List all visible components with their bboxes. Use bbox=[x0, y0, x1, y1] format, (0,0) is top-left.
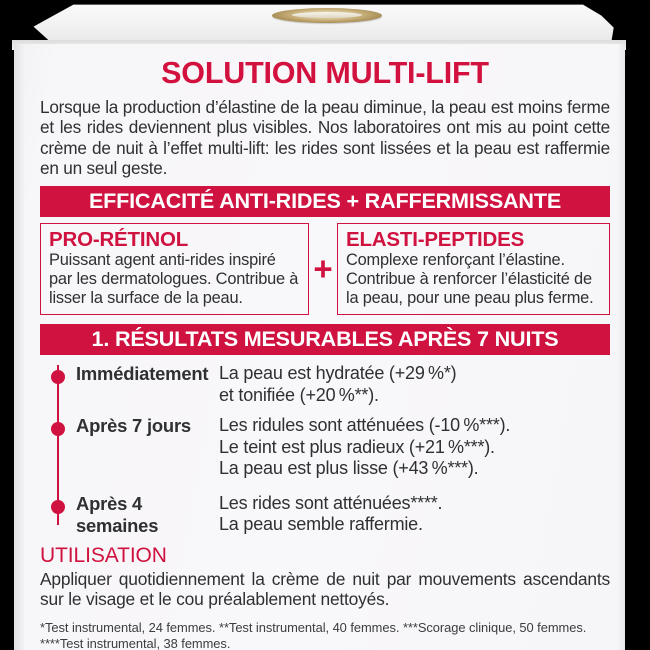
plus-icon: + bbox=[313, 250, 333, 288]
timeline-description bbox=[219, 415, 610, 480]
timeline-item bbox=[40, 363, 610, 406]
panel-content bbox=[40, 44, 610, 650]
ingredient-title-elasti-peptides: ELASTI-PEPTIDES bbox=[346, 227, 525, 251]
ingredients-row bbox=[40, 223, 610, 316]
timeline-dot-icon bbox=[51, 370, 65, 384]
box-front-panel bbox=[14, 44, 625, 650]
intro-paragraph: Lorsque la production d’élastine de la peau diminue, la peau est moins ferme et les rides deviennent plus visibles. Nos laboratoires ont mis au point cette crème de nuit à l’effet multi-lift: les rides sont lissées et la peau est raffermie en un seul geste. bbox=[40, 96, 610, 178]
timeline-dot-icon bbox=[51, 422, 65, 436]
timeline-dot-icon bbox=[51, 500, 65, 514]
banner-resultats: 1. RÉSULTATS MESURABLES APRÈS 7 NUITS bbox=[40, 324, 610, 355]
timeline-description-line: La peau est plus lisse (+43 %***). bbox=[219, 458, 479, 479]
timeline-item bbox=[40, 415, 610, 480]
timeline-label: Immédiatement bbox=[76, 363, 209, 385]
timeline-description-line: La peau semble raffermie. bbox=[219, 514, 423, 535]
timeline-description-line: et tonifiée (+20 %**). bbox=[219, 384, 379, 405]
timeline-label: Après 7 jours bbox=[76, 415, 191, 437]
timeline-description-line: Les rides sont atténuées****. bbox=[219, 492, 443, 513]
page-title: SOLUTION MULTI-LIFT bbox=[161, 56, 489, 90]
timeline-description bbox=[219, 493, 610, 536]
footnotes: *Test instrumental, 24 femmes. **Test instrumental, 40 femmes. ***Scorage clinique, 50 femmes. ****Test instrumental, 38 femmes. bbox=[40, 620, 587, 650]
ingredient-title-pro-retinol: PRO-RÉTINOL bbox=[49, 227, 189, 251]
utilisation-body: Appliquer quotidiennement la crème de nuit par mouvements ascendants sur le visage et le cou préalablement nettoyés. bbox=[40, 568, 610, 610]
panel-left-edge bbox=[14, 44, 24, 650]
ingredient-body-elasti-peptides: Complexe renforçant l’élastine. Contribue à renforcer l’élasticité de la peau, pour une peau plus ferme. bbox=[346, 250, 594, 307]
utilisation-title: UTILISATION bbox=[40, 543, 167, 567]
timeline-description-line: Les ridules sont atténuées (-10 %***). bbox=[219, 415, 511, 436]
timeline-description-line: La peau est hydratée (+29 %*) bbox=[219, 363, 457, 384]
panel-right-edge bbox=[618, 44, 625, 650]
timeline-item bbox=[40, 493, 610, 537]
timeline-description-line: Le teint est plus radieux (+21 %***). bbox=[219, 436, 495, 457]
ingredient-card-pro-retinol bbox=[40, 223, 309, 316]
timeline-label: Après 4 semaines bbox=[76, 492, 159, 536]
ingredient-body-pro-retinol: Puissant agent anti-rides inspiré par les dermatologues. Contribue à lisser la surface de la peau. bbox=[49, 250, 299, 307]
timeline-description bbox=[219, 363, 610, 406]
ingredient-card-elasti-peptides bbox=[337, 223, 610, 316]
results-timeline bbox=[40, 363, 610, 537]
banner-efficacite: EFFICACITÉ ANTI-RIDES + RAFFERMISSANTE bbox=[40, 186, 610, 217]
gold-oval-emblem-icon bbox=[272, 8, 382, 23]
